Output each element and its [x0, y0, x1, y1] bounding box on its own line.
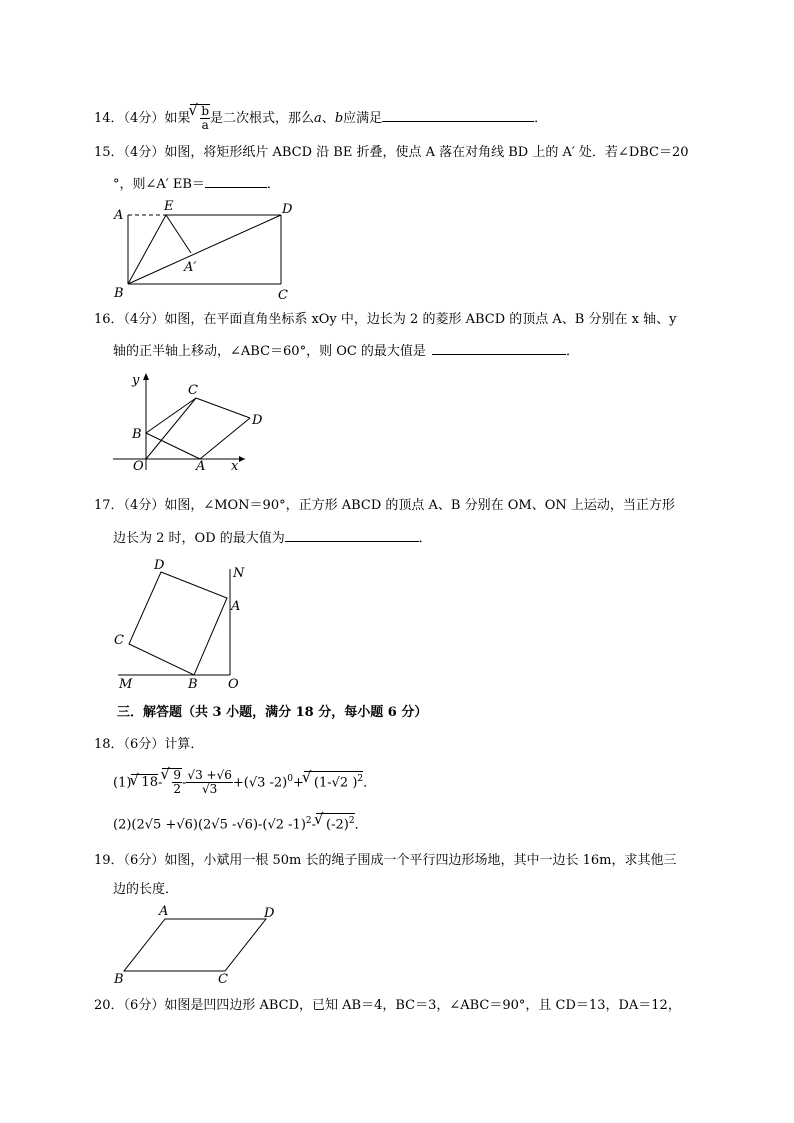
- edge-AB: [146, 433, 200, 459]
- label-A: A: [231, 599, 241, 614]
- label-B: B: [188, 677, 198, 692]
- label-B: B: [114, 286, 124, 301]
- answer-blank-17[interactable]: [285, 527, 419, 542]
- label-D: D: [154, 558, 165, 573]
- fold-BE: [128, 215, 166, 284]
- label-C: C: [278, 288, 288, 303]
- figure-rectangle-fold: [108, 196, 308, 306]
- question-19-line1: 19．（6分）如图，小斌用一根 50m 长的绳子围成一个平行四边形场地，其中一边长 16m，求其他三: [94, 853, 677, 868]
- question-16-line2: 轴的正半轴上移动，∠ABC＝60°，则 OC 的最大值是 ．: [113, 340, 579, 362]
- question-18-part1: (1)√ 18- √ $\frac{9}{2}$ - $\frac{√3 +√6}{√3}$ +(√3 -2)$^0$+√ (1-√2 )$^2$．: [113, 764, 376, 798]
- label-C: C: [218, 972, 228, 987]
- question-15-line1: 15．（4分）如图，将矩形纸片 ABCD 沿 BE 折叠，使点 A 落在对角线 BD 上的 A′ 处．若∠DBC＝20: [94, 145, 689, 160]
- diagonal-BD: [128, 215, 281, 284]
- segment-EA1: [166, 215, 191, 253]
- label-D: D: [282, 202, 293, 217]
- sqrt-square: √ (1-√2 )$^2$: [304, 771, 363, 790]
- label-A: A: [159, 904, 169, 919]
- section-heading-3: 三．解答题（共 3 小题，满分 18 分，每小题 6 分）: [117, 705, 428, 720]
- label-B: B: [132, 427, 142, 442]
- label-O: O: [228, 677, 239, 692]
- label-B: B: [114, 972, 124, 987]
- y-axis-arrow-icon: [143, 373, 149, 380]
- figure-rhombus-axes: [110, 370, 270, 480]
- answer-blank-14[interactable]: [382, 107, 534, 122]
- question-19-line2: 边的长度．: [113, 882, 179, 897]
- sqrt-18: √ 18: [131, 774, 158, 790]
- question-17-line2: 边长为 2 时，OD 的最大值为 ．: [113, 527, 432, 549]
- question-18-part2: (2)(2√5 +√6)(2√5 -√6)-(√2 -1)$^2$-√ $(-2)^2$．: [113, 811, 368, 835]
- answer-blank-15[interactable]: [205, 173, 267, 188]
- label-A: A: [114, 208, 124, 223]
- fraction-root3-root6: $\frac{√3 +√6}{√3}$: [187, 768, 232, 797]
- question-15-line2: °，则∠A′ EB＝ ．: [113, 173, 280, 195]
- sqrt-b-over-a: √ $\frac{b}{a}$: [190, 104, 210, 132]
- label-A: A: [196, 459, 206, 474]
- figure-parallelogram: [108, 903, 288, 988]
- label-D: D: [252, 413, 263, 428]
- figure-square-angle: [110, 555, 260, 695]
- label-N: N: [233, 566, 245, 581]
- parallelogram-ABCD: [124, 919, 266, 971]
- edge-DA: [200, 418, 250, 459]
- segment-OC: [146, 398, 196, 459]
- question-20-line1: 20．（6分）如图是凹四边形 ABCD，已知 AB＝4，BC＝3，∠ABC＝90°，且 CD＝13，DA＝12，: [94, 998, 681, 1013]
- question-14: 14．（4分）如果 √ $\frac{b}{a}$ 是二次根式，那么a、b应满足 ．: [94, 104, 547, 132]
- sqrt-9-over-2: √ $\frac{9}{2}$: [162, 768, 182, 796]
- question-17-line1: 17．（4分）如图，∠MON＝90°，正方形 ABCD 的顶点 A、B 分别在 OM、ON 上运动，当正方形: [94, 498, 675, 513]
- square-ABCD: [129, 572, 227, 675]
- label-y: y: [132, 373, 140, 388]
- label-O: O: [133, 459, 144, 474]
- question-16-line1: 16．（4分）如图，在平面直角坐标系 xOy 中，边长为 2 的菱形 ABCD 的顶点 A、B 分别在 x 轴、y: [94, 312, 677, 327]
- label-C: C: [114, 633, 124, 648]
- label-D: D: [264, 906, 275, 921]
- label-M: M: [119, 677, 133, 692]
- label-E: E: [164, 199, 174, 214]
- answer-blank-16[interactable]: [432, 340, 566, 355]
- label-C: C: [188, 383, 198, 398]
- edge-CD: [196, 398, 250, 418]
- label-A-prime: A′: [184, 260, 197, 275]
- x-axis-arrow-icon: [239, 456, 245, 462]
- label-x: x: [231, 459, 239, 474]
- sqrt-neg2-square: √ $(-2)^2$: [316, 813, 355, 832]
- question-18-line1: 18．（6分）计算．: [94, 737, 204, 752]
